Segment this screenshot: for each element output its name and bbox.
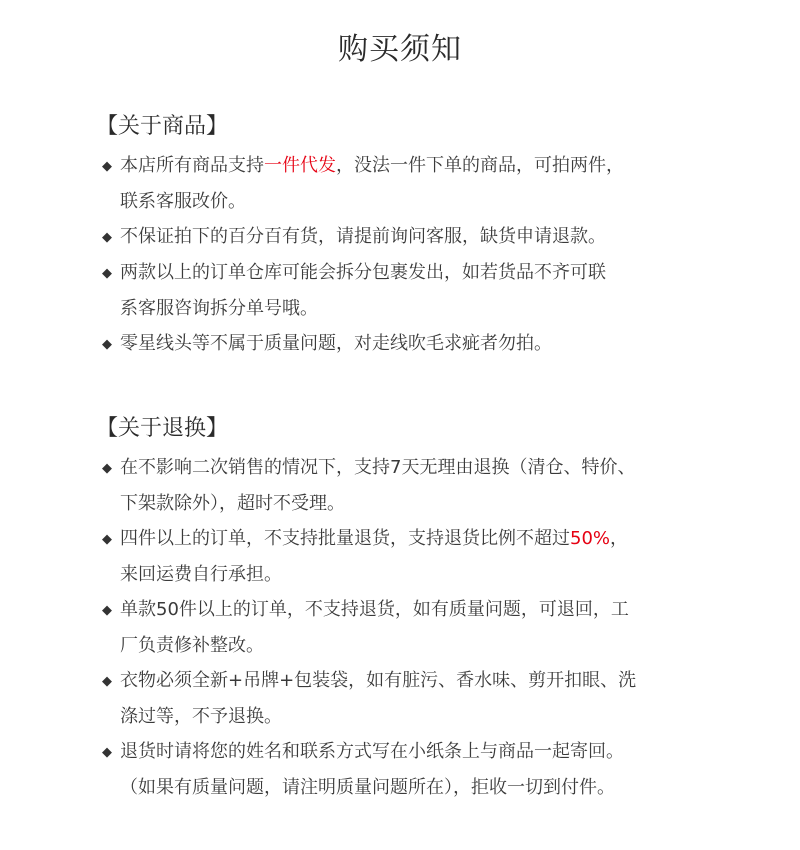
list-item — [102, 592, 742, 663]
section-heading: 【关于商品】 — [96, 114, 229, 139]
section-about-returns — [96, 412, 742, 805]
item-text: 四件以上的订单，不支持批量退货，支持退货比例不超过 — [120, 528, 570, 549]
item-line — [102, 148, 742, 184]
item-text: ，没法一件下单的商品，可拍两件， — [336, 155, 624, 176]
item-line-continued: 系客服咨询拆分单号哦。 — [120, 298, 318, 319]
item-line — [102, 450, 742, 486]
item-line — [102, 219, 742, 255]
highlight-text: 一件代发 — [264, 155, 336, 176]
item-line — [102, 521, 742, 557]
item-line-continued: 来回运费自行承担。 — [120, 564, 282, 585]
item-line-continued: 厂负责修补整改。 — [120, 635, 264, 656]
bullet-diamond-icon: ◆ — [102, 337, 112, 352]
item-line-continued: 涤过等，不予退换。 — [120, 706, 282, 727]
item-line — [102, 326, 742, 362]
item-text: 退货时请将您的姓名和联系方式写在小纸条上与商品一起寄回。 — [120, 741, 624, 762]
list-item — [102, 219, 742, 255]
item-text: 两款以上的订单仓库可能会拆分包裹发出，如若货品不齐可联 — [120, 262, 606, 283]
list-item — [102, 255, 742, 326]
bullet-diamond-icon: ◆ — [102, 603, 112, 618]
item-line — [102, 592, 742, 628]
item-text: 衣物必须全新+吊牌+包装袋，如有脏污、香水味、剪开扣眼、洗 — [120, 670, 637, 691]
section-about-products — [96, 110, 742, 362]
item-text: 单款50件以上的订单，不支持退货，如有质量问题，可退回，工 — [120, 599, 629, 620]
bullet-diamond-icon: ◆ — [102, 532, 112, 547]
list-item — [102, 326, 742, 362]
section-heading: 【关于退换】 — [96, 416, 229, 441]
bullet-diamond-icon: ◆ — [102, 266, 112, 281]
list-item — [102, 521, 742, 592]
bullet-diamond-icon: ◆ — [102, 159, 112, 174]
item-line — [102, 255, 742, 291]
item-line — [102, 663, 742, 699]
item-line-continued: （如果有质量问题，请注明质量问题所在），拒收一切到付件。 — [120, 777, 615, 798]
list-item — [102, 148, 742, 219]
bullet-diamond-icon: ◆ — [102, 230, 112, 245]
item-text: 在不影响二次销售的情况下，支持7天无理由退换（清仓、特价、 — [120, 457, 636, 478]
page-title: 购买须知 — [338, 32, 462, 67]
list-item — [102, 450, 742, 521]
item-text: 不保证拍下的百分百有货，请提前询问客服，缺货申请退款。 — [120, 226, 606, 247]
item-line-continued: 联系客服改价。 — [120, 191, 246, 212]
bullet-diamond-icon: ◆ — [102, 461, 112, 476]
bullet-diamond-icon: ◆ — [102, 745, 112, 760]
item-text: 零星线头等不属于质量问题，对走线吹毛求疵者勿拍。 — [120, 333, 552, 354]
item-text: ， — [610, 528, 629, 549]
item-line — [102, 734, 742, 770]
highlight-text: 50% — [570, 528, 611, 549]
bullet-diamond-icon: ◆ — [102, 674, 112, 689]
list-item — [102, 663, 742, 734]
list-item — [102, 734, 742, 805]
item-text: 本店所有商品支持 — [120, 155, 264, 176]
item-line-continued: 下架款除外），超时不受理。 — [120, 493, 345, 514]
